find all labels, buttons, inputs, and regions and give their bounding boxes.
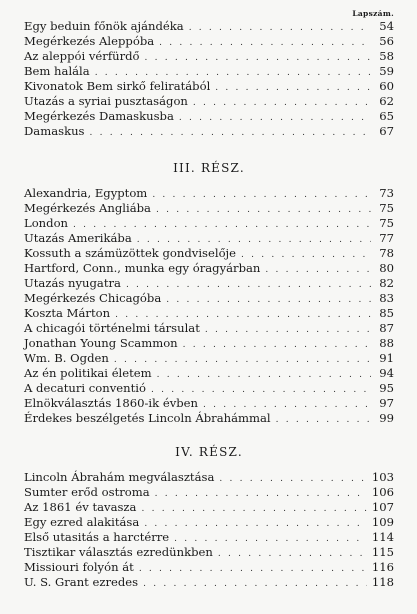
- dot-leader: [276, 413, 371, 428]
- toc-entry: [24, 575, 394, 590]
- dot-leader: [189, 21, 371, 36]
- toc-entry: [24, 485, 394, 500]
- toc-entry: [24, 336, 394, 351]
- dot-leader: [144, 517, 367, 532]
- toc-entry-page-number: 115: [371, 545, 394, 559]
- toc-entry-title: Kivonatok Bem sirkő feliratából: [24, 79, 211, 93]
- toc-entry-title: Wm. B. Ogden: [24, 351, 109, 365]
- toc-entry-title: Az 1861 év tavasza: [24, 500, 137, 514]
- dot-leader: [139, 562, 367, 577]
- dot-leader: [219, 472, 366, 487]
- toc-entry-page-number: 109: [371, 515, 394, 529]
- toc-entry: [24, 201, 394, 216]
- toc-entry: [24, 411, 394, 426]
- dot-leader: [155, 487, 367, 502]
- toc-entry-title: Megérkezés Chicagóba: [24, 291, 162, 305]
- toc-entry-title: Utazás nyugatra: [24, 276, 121, 290]
- toc-section-part-3: [24, 186, 394, 426]
- toc-entry-title: Megérkezés Angliába: [24, 201, 151, 215]
- toc-entry: [24, 515, 394, 530]
- section-title-part-3: III. RÉSZ.: [173, 161, 245, 175]
- dot-leader: [218, 547, 367, 562]
- section-title-part-4: IV. RÉSZ.: [175, 445, 243, 459]
- toc-entry-page-number: 88: [379, 336, 394, 350]
- toc-entry-page-number: 80: [379, 261, 394, 275]
- toc-entry: [24, 306, 394, 321]
- toc-entry-title: Utazás a syriai pusztaságon: [24, 94, 188, 108]
- toc-entry: [24, 470, 394, 485]
- toc-entry: [24, 79, 394, 94]
- toc-entry: [24, 231, 394, 246]
- toc-entry-title: Sumter erőd ostroma: [24, 485, 150, 499]
- toc-entry-page-number: 82: [379, 276, 394, 290]
- toc-entry-title: Az aleppói vérfürdő: [24, 49, 140, 63]
- toc-entry-title: Lincoln Ábrahám megválasztása: [24, 470, 215, 484]
- toc-entry-page-number: 97: [379, 396, 394, 410]
- toc-entry-page-number: 73: [379, 186, 394, 200]
- toc-entry-page-number: 59: [379, 64, 394, 78]
- toc-entry-title: Megérkezés Damaskusba: [24, 109, 174, 123]
- toc-entry-title: Az én politikai életem: [24, 366, 152, 380]
- toc-entry-page-number: 60: [379, 79, 394, 93]
- toc-entry: [24, 500, 394, 515]
- toc-entry-title: London: [24, 216, 69, 230]
- toc-entry: [24, 560, 394, 575]
- toc-entry: [24, 366, 394, 381]
- toc-entry-page-number: 58: [379, 49, 394, 63]
- toc-entry-title: Bem halála: [24, 64, 90, 78]
- toc-entry-title: Damaskus: [24, 124, 85, 138]
- toc-entry: [24, 64, 394, 79]
- toc-entry-title: A decaturi conventió: [24, 381, 146, 395]
- toc-entry-page-number: 62: [379, 94, 394, 108]
- toc-entry: [24, 94, 394, 109]
- toc-entry-page-number: 91: [379, 351, 394, 365]
- dot-leader: [114, 353, 371, 368]
- toc-entry: [24, 186, 394, 201]
- toc-entry: [24, 530, 394, 545]
- toc-entry-page-number: 65: [379, 109, 394, 123]
- toc-entry-title: Elnökválasztás 1860-ik évben: [24, 396, 198, 410]
- toc-entry-page-number: 87: [379, 321, 394, 335]
- toc-entry: [24, 49, 394, 64]
- toc-entry: [24, 396, 394, 411]
- dot-leader: [159, 36, 371, 51]
- dot-leader: [157, 368, 371, 383]
- toc-entry: [24, 34, 394, 49]
- toc-entry-title: Érdekes beszélgetés Lincoln Ábrahámmal: [24, 411, 271, 425]
- toc-entry-page-number: 78: [379, 246, 394, 260]
- toc-entry-page-number: 99: [379, 411, 394, 425]
- dot-leader: [265, 263, 371, 278]
- toc-entry-title: Első utasitás a harctérre: [24, 530, 170, 544]
- dot-leader: [90, 126, 371, 141]
- toc-entry-title: Alexandria, Egyptom: [24, 186, 148, 200]
- toc-entry-title: Koszta Márton: [24, 306, 111, 320]
- dot-leader: [193, 96, 371, 111]
- toc-entry-title: Kossuth a számüzöttek gondviselője: [24, 246, 237, 260]
- toc-section-part-4: [24, 470, 394, 590]
- dot-leader: [126, 278, 371, 293]
- dot-leader: [183, 338, 371, 353]
- toc-entry: [24, 246, 394, 261]
- toc-entry-page-number: 54: [379, 19, 394, 33]
- dot-leader: [156, 203, 371, 218]
- toc-entry-page-number: 85: [379, 306, 394, 320]
- dot-leader: [179, 111, 371, 126]
- page-number-column-header: Lapszám.: [352, 9, 394, 18]
- toc-entry-page-number: 94: [379, 366, 394, 380]
- toc-entry: [24, 19, 394, 34]
- toc-entry-page-number: 95: [379, 381, 394, 395]
- dot-leader: [166, 293, 371, 308]
- toc-entry-page-number: 56: [379, 34, 394, 48]
- table-of-contents-page: [24, 8, 394, 590]
- toc-entry-title: Egy beduin főnök ajándéka: [24, 19, 184, 33]
- dot-leader: [152, 188, 371, 203]
- toc-entry-page-number: 114: [371, 530, 394, 544]
- toc-entry-page-number: 83: [379, 291, 394, 305]
- toc-entry: [24, 124, 394, 139]
- toc-section-continued: [24, 19, 394, 139]
- toc-entry-title: Utazás Amerikába: [24, 231, 132, 245]
- toc-entry-title: Hartford, Conn., munka egy óragyárban: [24, 261, 261, 275]
- dot-leader: [241, 248, 371, 263]
- toc-entry-page-number: 67: [379, 124, 394, 138]
- toc-entry-title: Egy ezred alakitása: [24, 515, 140, 529]
- dot-leader: [145, 51, 371, 66]
- toc-entry: [24, 261, 394, 276]
- toc-entry-title: A chicagói történelmi társulat: [24, 321, 200, 335]
- toc-entry-page-number: 107: [371, 500, 394, 514]
- dot-leader: [205, 323, 371, 338]
- toc-entry: [24, 109, 394, 124]
- toc-entry-page-number: 75: [379, 201, 394, 215]
- toc-entry: [24, 276, 394, 291]
- dot-leader: [141, 502, 366, 517]
- toc-entry: [24, 545, 394, 560]
- toc-entry-title: U. S. Grant ezredes: [24, 575, 139, 589]
- toc-entry-page-number: 116: [371, 560, 394, 574]
- toc-entry-title: Tisztikar választás ezredünkben: [24, 545, 213, 559]
- toc-entry-title: Megérkezés Aleppóba: [24, 34, 155, 48]
- toc-entry-page-number: 103: [371, 470, 394, 484]
- toc-entry-title: Jonathan Young Scammon: [24, 336, 178, 350]
- toc-entry-page-number: 118: [371, 575, 394, 589]
- toc-entry: [24, 291, 394, 306]
- toc-entry: [24, 216, 394, 231]
- toc-entry: [24, 381, 394, 396]
- toc-entry-page-number: 106: [371, 485, 394, 499]
- dot-leader: [215, 81, 371, 96]
- toc-entry: [24, 351, 394, 366]
- dot-leader: [143, 577, 367, 592]
- toc-entry-title: Missiouri folyón át: [24, 560, 134, 574]
- toc-entry-page-number: 77: [379, 231, 394, 245]
- toc-entry: [24, 321, 394, 336]
- toc-entry-page-number: 75: [379, 216, 394, 230]
